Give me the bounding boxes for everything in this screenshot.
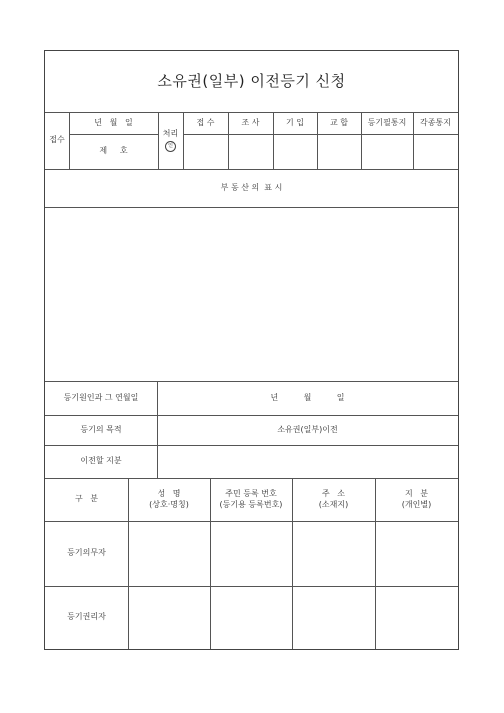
obligee-address-cell[interactable]	[292, 586, 375, 649]
rule-reception-header	[183, 134, 458, 135]
share-label: 이전할 지분	[80, 456, 122, 466]
col-completion-notice: 등기필통지	[367, 117, 407, 127]
col-collation: 교 합	[330, 117, 348, 127]
purpose-value[interactable]: 소유권(일부)이전	[277, 424, 338, 434]
parties-id-header	[210, 478, 292, 521]
parties-name-header	[128, 478, 210, 521]
id-header-sub: (등기용 등록번호)	[219, 499, 283, 509]
obligee-id-cell[interactable]	[210, 586, 292, 649]
name-header-sub: (상호·명칭)	[149, 499, 189, 509]
reception-label: 접수	[49, 135, 65, 145]
property-content[interactable]	[45, 207, 458, 381]
parties-category-header: 구 분	[74, 494, 99, 504]
purpose-label: 등기의 목적	[80, 424, 122, 434]
application-form	[44, 50, 459, 650]
address-header-sub: (소재지)	[318, 499, 349, 509]
col-various-notice: 각종통지	[420, 117, 451, 127]
property-label: 부 동 산 의 표 시	[220, 182, 283, 192]
obligor-name-cell[interactable]	[128, 521, 210, 586]
reception-date: 년 월 일	[94, 117, 133, 127]
share-value[interactable]	[157, 445, 458, 478]
processing-cell	[158, 112, 183, 169]
portion-header-sub: (개인별)	[401, 499, 432, 509]
processing-label: 처리	[162, 128, 179, 138]
cause-label: 등기원인과 그 연월일	[63, 392, 139, 402]
form-title: 소유권(일부) 이전등기 신청	[157, 72, 346, 91]
id-header-label: 주민 등록 번호	[225, 488, 277, 498]
parties-address-header	[292, 478, 375, 521]
address-header-label: 주 소	[321, 488, 346, 498]
obligee-name-cell[interactable]	[128, 586, 210, 649]
col-entry: 기 입	[286, 117, 304, 127]
obligor-id-cell[interactable]	[210, 521, 292, 586]
col-reception: 접 수	[196, 117, 215, 127]
portion-header-label: 지 분	[404, 488, 429, 498]
stamp-seal: 인	[165, 141, 176, 152]
obligor-portion-cell[interactable]	[375, 521, 458, 586]
col-investigation: 조 사	[241, 117, 260, 127]
reception-number: 제 호	[99, 146, 128, 156]
obligor-label: 등기의무자	[67, 548, 106, 558]
parties-portion-header	[375, 478, 458, 521]
cause-value[interactable]: 년 월 일	[270, 392, 345, 402]
obligor-address-cell[interactable]	[292, 521, 375, 586]
obligee-label: 등기권리자	[67, 612, 106, 622]
name-header-label: 성 명	[157, 488, 181, 498]
obligee-portion-cell[interactable]	[375, 586, 458, 649]
